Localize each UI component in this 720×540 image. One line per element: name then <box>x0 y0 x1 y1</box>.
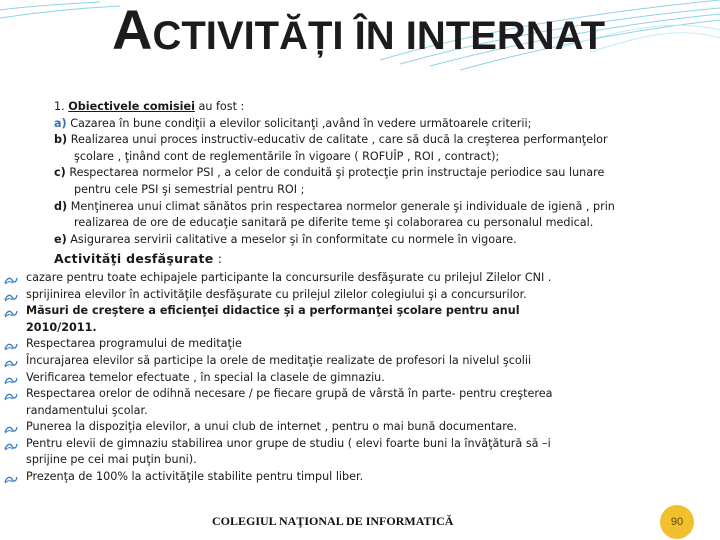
activity-item <box>4 287 674 304</box>
activity-text-continued: randamentului şcolar. <box>26 403 148 417</box>
bullet-icon <box>4 390 18 399</box>
bullet-icon <box>4 340 18 349</box>
section-suffix: : <box>213 251 223 267</box>
activity-text: Încurajarea elevilor să participe la orele de meditaţie realizate de profesori la nivelul şcolii <box>26 353 532 367</box>
activity-item <box>4 386 674 419</box>
intro-heading: Obiectivele comisiei <box>68 100 195 113</box>
activity-text: Punerea la dispoziţia elevilor, a unui club de internet , pentru o mai bună documentare. <box>26 420 518 434</box>
objective-item <box>54 199 674 232</box>
bullet-icon <box>4 357 18 366</box>
activity-text-continued: 2010/2011. <box>26 320 97 334</box>
bullet-icon <box>4 291 18 300</box>
activity-text: Verificarea temelor efectuate , în special la clasele de gimnaziu. <box>26 370 385 384</box>
objective-label: a) <box>54 116 67 130</box>
intro-line <box>54 99 674 116</box>
objective-text-continued: realizarea de ore de educaţie sanitară pe diferite teme şi colaborarea cu personalul medical. <box>74 216 594 230</box>
bullet-icon <box>4 274 18 283</box>
activity-text: Respectarea orelor de odihnă necesare / pe fiecare grupă de vârstă în parte- pentru creşterea <box>26 387 553 401</box>
objective-item <box>54 132 674 165</box>
objectives-list <box>54 116 674 249</box>
activity-text: Pentru elevii de gimnaziu stabilirea unor grupe de studiu ( elevi foarte buni la învăţătură să –i <box>26 436 551 450</box>
activity-item <box>4 436 674 469</box>
content <box>26 99 674 486</box>
activity-text: cazare pentru toate echipajele participante la concursurile desfăşurate cu prilejul Zilelor CNI . <box>26 270 552 284</box>
objective-label: c) <box>54 166 66 180</box>
activity-item <box>4 303 674 336</box>
bullet-icon <box>4 440 18 449</box>
objective-item <box>54 116 674 133</box>
objective-text: Cazarea în bune condiţii a elevilor solicitanţi ,având în vedere următoarele criterii; <box>70 116 532 130</box>
activity-text: Prezenţa de 100% la activităţile stabilite pentru timpul liber. <box>26 470 364 484</box>
intro-heading-suffix: au fost : <box>194 100 245 113</box>
activity-text-continued: sprijine pe cei mai puţin buni). <box>26 453 197 467</box>
objective-item <box>54 165 674 198</box>
title-rest: CTIVITĂȚI ÎN INTERNAT <box>152 14 606 58</box>
bullet-icon <box>4 307 18 316</box>
page-number-badge: 90 <box>660 505 694 539</box>
page-title <box>112 0 606 61</box>
activity-item <box>4 336 674 353</box>
section-heading <box>54 251 674 268</box>
activity-text: sprijinirea elevilor în activităţile desfăşurate cu prilejul zilelor colegiului şi a concursurilor. <box>26 287 527 301</box>
title-first-letter: A <box>112 0 153 61</box>
activity-item <box>4 370 674 387</box>
activity-item <box>4 270 674 287</box>
bullet-icon <box>4 473 18 482</box>
bullet-icon <box>4 374 18 383</box>
bullet-icon <box>4 423 18 432</box>
objective-label: e) <box>54 232 67 246</box>
objective-label: d) <box>54 199 68 213</box>
activity-item <box>4 353 674 370</box>
intro-number: 1. <box>54 100 65 113</box>
objective-text-continued: şcolare , ţinând cont de reglementările în vigoare ( ROFUÎP , ROI , contract); <box>74 149 500 163</box>
objective-text-continued: pentru cele PSI şi semestrial pentru ROI ; <box>74 182 305 196</box>
objective-label: b) <box>54 133 68 147</box>
activity-text: Măsuri de creştere a eficienţei didactice şi a performanţei şcolare pentru anul <box>26 304 520 318</box>
footer-text: COLEGIUL NAŢIONAL DE INFORMATICĂ <box>212 514 454 528</box>
objective-text: Realizarea unui proces instructiv-educativ de calitate , care să ducă la creşterea performanţelor <box>70 133 608 147</box>
activities-list <box>26 270 674 486</box>
activity-text: Respectarea programului de meditaţie <box>26 337 242 351</box>
objective-text: Asigurarea servirii calitative a meselor şi în conformitate cu normele în vigoare. <box>70 232 517 246</box>
objective-item <box>54 232 674 249</box>
section-title: Activităţi desfăşurate <box>54 251 214 267</box>
activity-item <box>4 419 674 436</box>
objective-text: Menţinerea unui climat sănătos prin respectarea normelor generale şi individuale de igienă , prin <box>70 199 615 213</box>
activity-item <box>4 469 674 486</box>
objective-text: Respectarea normelor PSI , a celor de conduită şi protecţie prin instructaje periodice sau lunare <box>69 166 605 180</box>
